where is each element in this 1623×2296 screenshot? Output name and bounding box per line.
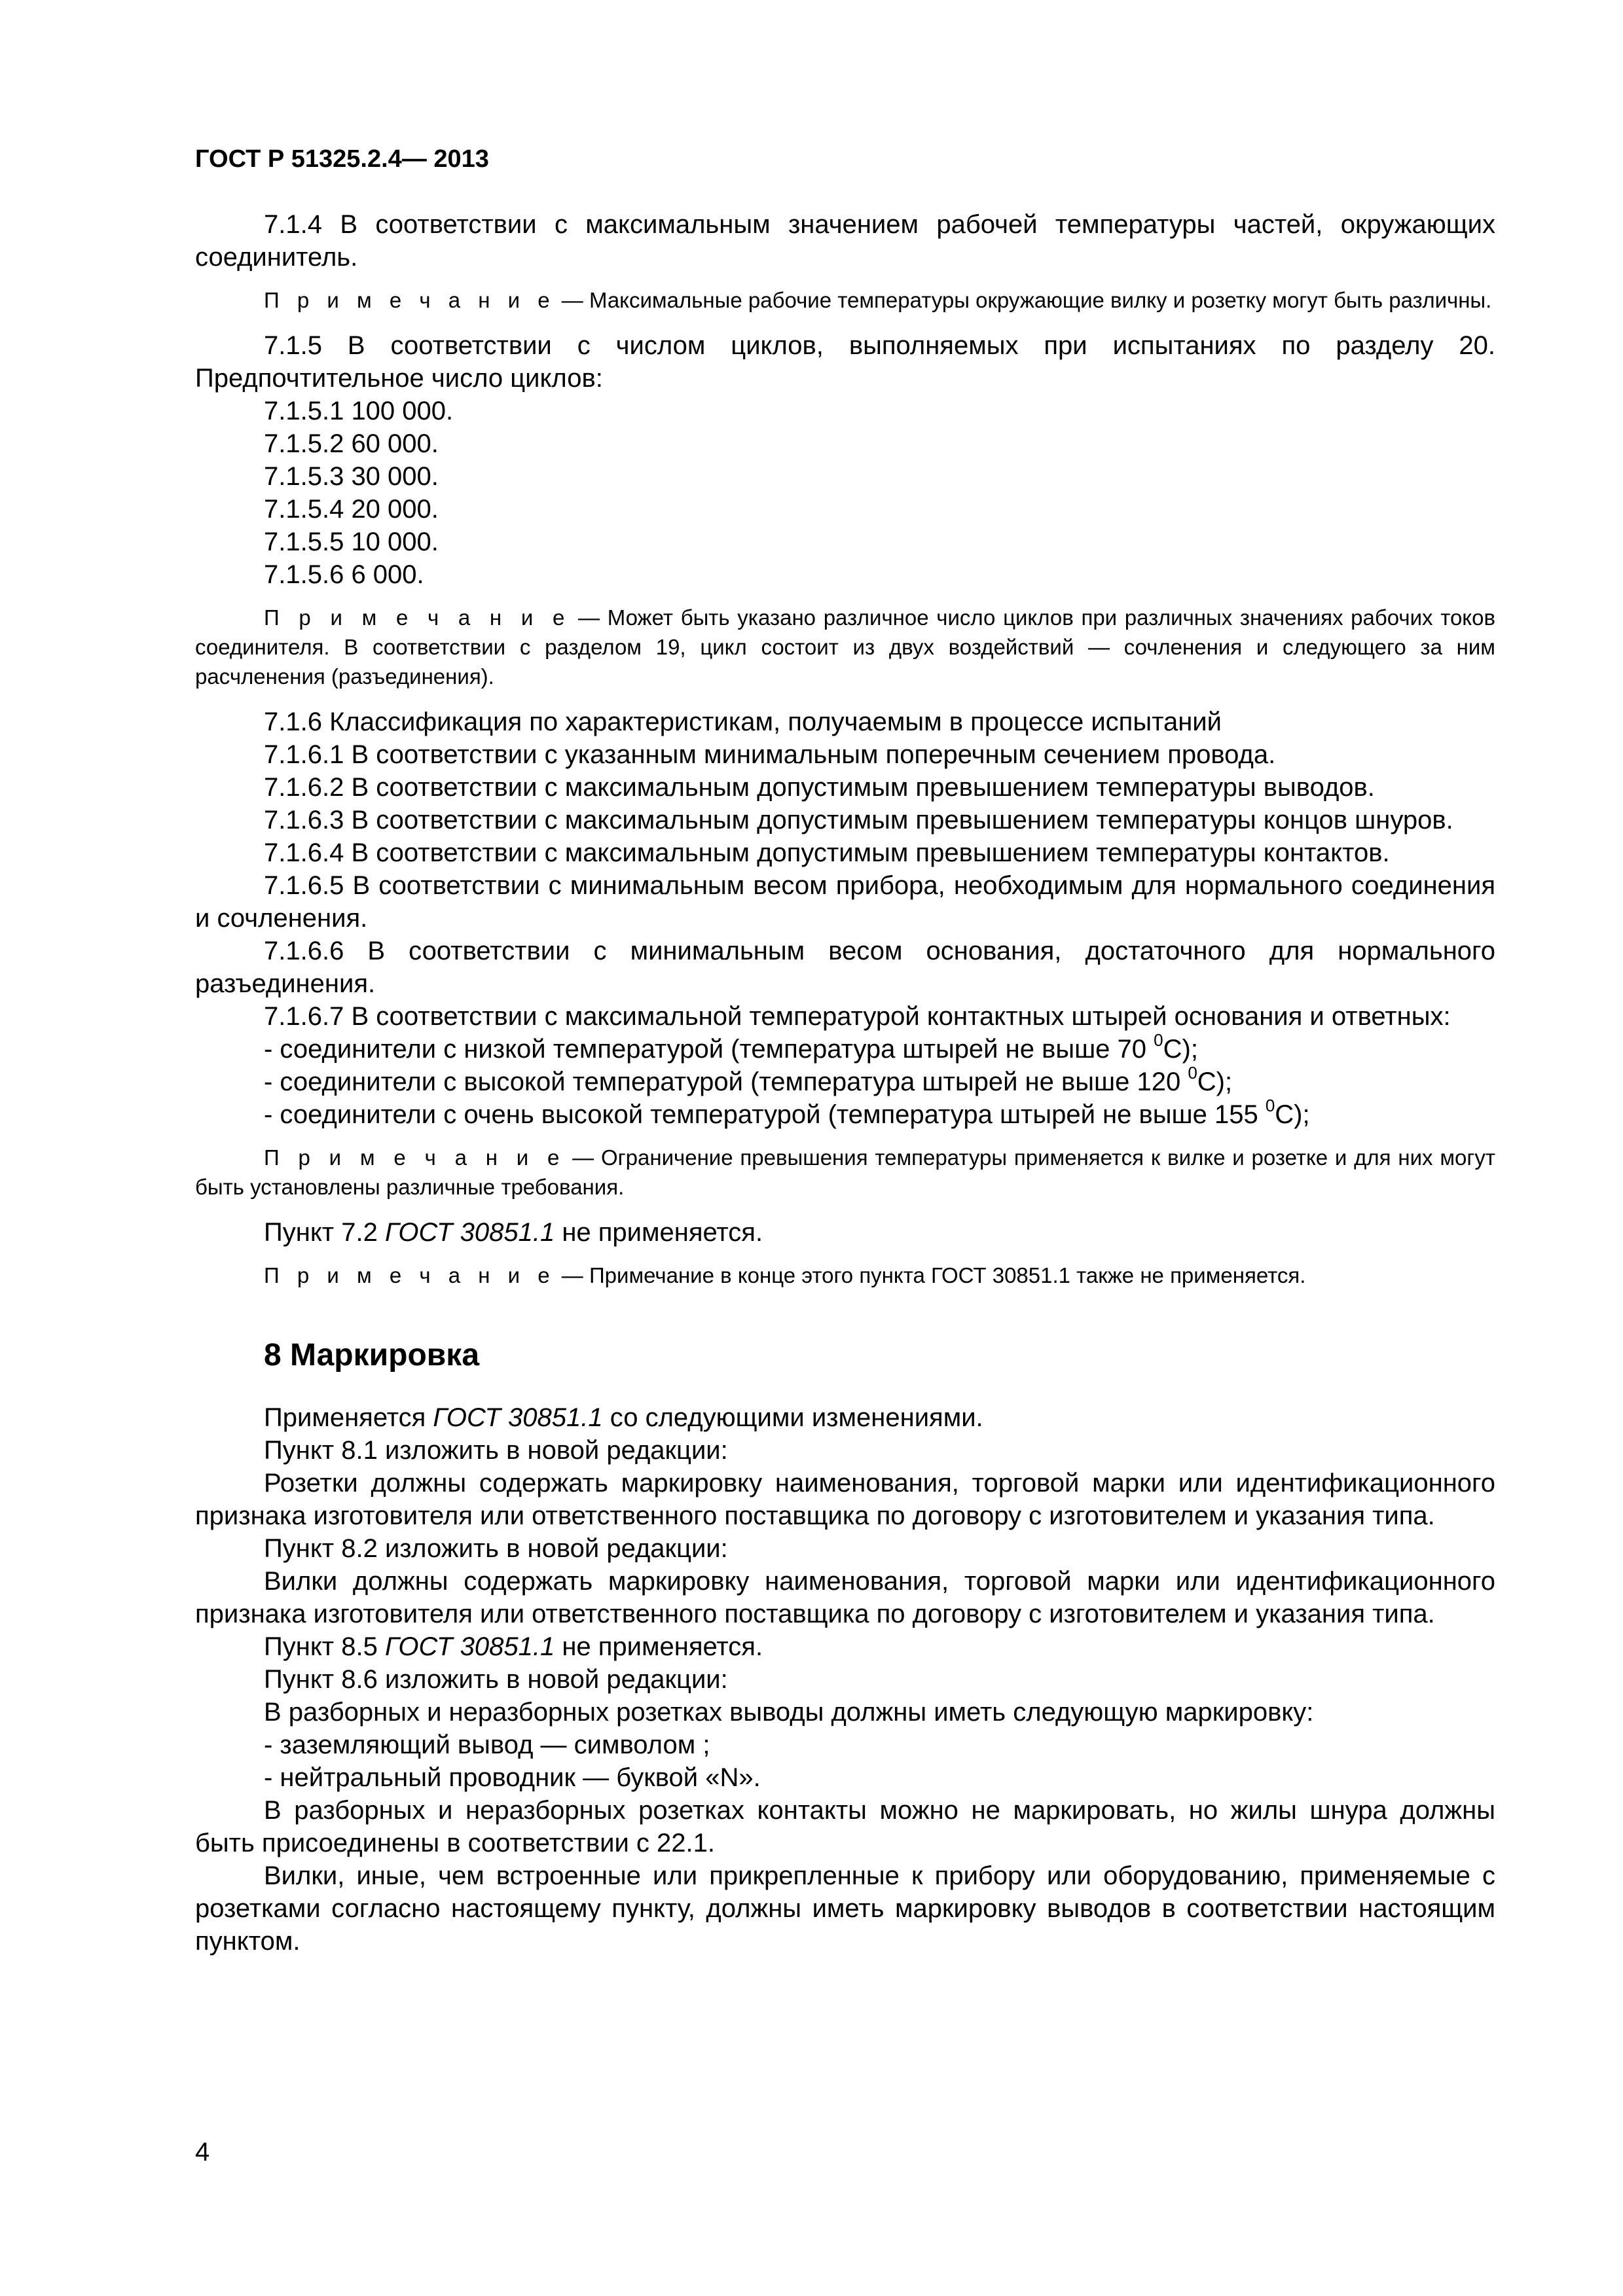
note-text: — Максимальные рабочие температуры окружающие вилку и розетку могут быть различны. <box>555 288 1492 312</box>
temperature-item: - соединители с высокой температурой (температура штырей не выше 120 $^0$С); <box>264 1063 1233 1096</box>
note-7-1-6 <box>195 1143 1495 1202</box>
cycle-item: 7.1.5.3 30 000. <box>264 462 439 491</box>
paragraph-8-2-heading: Пункт 8.2 изложить в новой редакции: <box>264 1534 728 1563</box>
paragraph-7-1-6-7: 7.1.6.7 В соответствии с максимальной температурой контактных штырей основания и ответных: <box>264 1002 1451 1031</box>
temperature-item: - соединители с низкой температурой (температура штырей не выше 70 $^0$С); <box>264 1030 1198 1064</box>
note-text: — Примечание в конце этого пункта ГОСТ 30851.1 также не применяется. <box>555 1263 1306 1287</box>
paragraph-8-1-text: Розетки должны содержать маркировку наименования, торговой марки или идентификационного признака изготовителя или ответственного поставщика по договору с изготовителем и указания типа. <box>195 1469 1495 1530</box>
paragraph-8-6-heading: Пункт 8.6 изложить в новой редакции: <box>264 1665 728 1694</box>
note-7-1-5 <box>195 603 1495 691</box>
note-label: П р и м е ч а н и е <box>264 1263 556 1287</box>
marking-item-neutral: - нейтральный проводник — буквой «N». <box>264 1763 761 1792</box>
cycle-item: 7.1.5.6 6 000. <box>264 560 424 589</box>
paragraph-7-2: Пункт 7.2 ГОСТ 30851.1 не применяется. <box>264 1218 763 1247</box>
cycle-item: 7.1.5.1 100 000. <box>264 397 454 425</box>
paragraph-7-1-6-3: 7.1.6.3 В соответствии с максимальным допустимым превышением температуры концов шнуров. <box>264 806 1453 834</box>
paragraph-8-2-text: Вилки должны содержать маркировку наименования, торговой марки или идентификационного признака изготовителя или ответственного поставщика по договору с изготовителем и указания типа. <box>195 1567 1495 1628</box>
cycle-item: 7.1.5.5 10 000. <box>264 528 439 556</box>
paragraph-7-1-6-2: 7.1.6.2 В соответствии с максимальным допустимым превышением температуры выводов. <box>264 773 1375 802</box>
cycle-item: 7.1.5.2 60 000. <box>264 429 439 458</box>
paragraph-7-1-6-1: 7.1.6.1 В соответствии с указанным минимальным поперечным сечением провода. <box>264 740 1276 769</box>
marking-item-ground: - заземляющий вывод — символом ; <box>264 1731 710 1759</box>
paragraph-8-6-text: В разборных и неразборных розетках выводы должны иметь следующую маркировку: <box>264 1698 1314 1727</box>
section-8-title: 8 Маркировка <box>264 1338 480 1372</box>
note-text: — Может быть указано различное число циклов при различных значениях рабочих токов соединителя. В соответствии с разделом 19, цикл состоит из двух воздействий — сочленения и следующего за ним расчленения (разъединения). <box>195 605 1495 689</box>
paragraph-plugs: Вилки, иные, чем встроенные или прикрепленные к прибору или оборудованию, применяемые с розетками согласно настоящему пункту, должны иметь маркировку выводов в соответствии настоящим пунктом. <box>195 1861 1495 1956</box>
note-7-2 <box>195 1261 1495 1290</box>
page-content <box>195 208 1495 1958</box>
note-label: П р и м е ч а н и е <box>264 1145 566 1170</box>
paragraph-7-1-6: 7.1.6 Классификация по характеристикам, получаемым в процессе испытаний <box>264 708 1222 736</box>
paragraph-8-1-heading: Пункт 8.1 изложить в новой редакции: <box>264 1436 728 1465</box>
paragraph-7-1-6-4: 7.1.6.4 В соответствии с максимальным допустимым превышением температуры контактов. <box>264 838 1390 867</box>
note-7-1-4 <box>195 285 1495 315</box>
note-label: П р и м е ч а н и е <box>264 605 571 630</box>
note-label: П р и м е ч а н и е <box>264 288 556 312</box>
document-code-header: ГОСТ Р 51325.2.4— 2013 <box>195 145 489 173</box>
paragraph-8-5: Пункт 8.5 ГОСТ 30851.1 не применяется. <box>264 1632 763 1661</box>
section-8-applies: Применяется ГОСТ 30851.1 со следующими изменениями. <box>264 1403 983 1432</box>
cycle-item: 7.1.5.4 20 000. <box>264 495 439 524</box>
note-text: — Ограничение превышения температуры применяется к вилке и розетке и для них могут быть установлены различные требования. <box>195 1145 1496 1199</box>
paragraph-7-1-6-6: 7.1.6.6 В соответствии с минимальным весом основания, достаточного для нормального разъединения. <box>195 937 1495 998</box>
paragraph-7-1-4: 7.1.4 В соответствии с максимальным значением рабочей температуры частей, окружающих соединитель. <box>195 210 1495 272</box>
paragraph-contacts: В разборных и неразборных розетках контакты можно не маркировать, но жилы шнура должны быть присоединены в соответствии с 22.1. <box>195 1796 1495 1857</box>
paragraph-7-1-6-5: 7.1.6.5 В соответствии с минимальным весом прибора, необходимым для нормального соединения и сочленения. <box>195 871 1495 933</box>
paragraph-7-1-5: 7.1.5 В соответствии с числом циклов, выполняемых при испытаниях по разделу 20. Предпочтительное число циклов: <box>195 331 1495 393</box>
temperature-item: - соединители с очень высокой температурой (температура штырей не выше 155 $^0$С); <box>264 1096 1310 1129</box>
page-number: 4 <box>195 2138 210 2166</box>
